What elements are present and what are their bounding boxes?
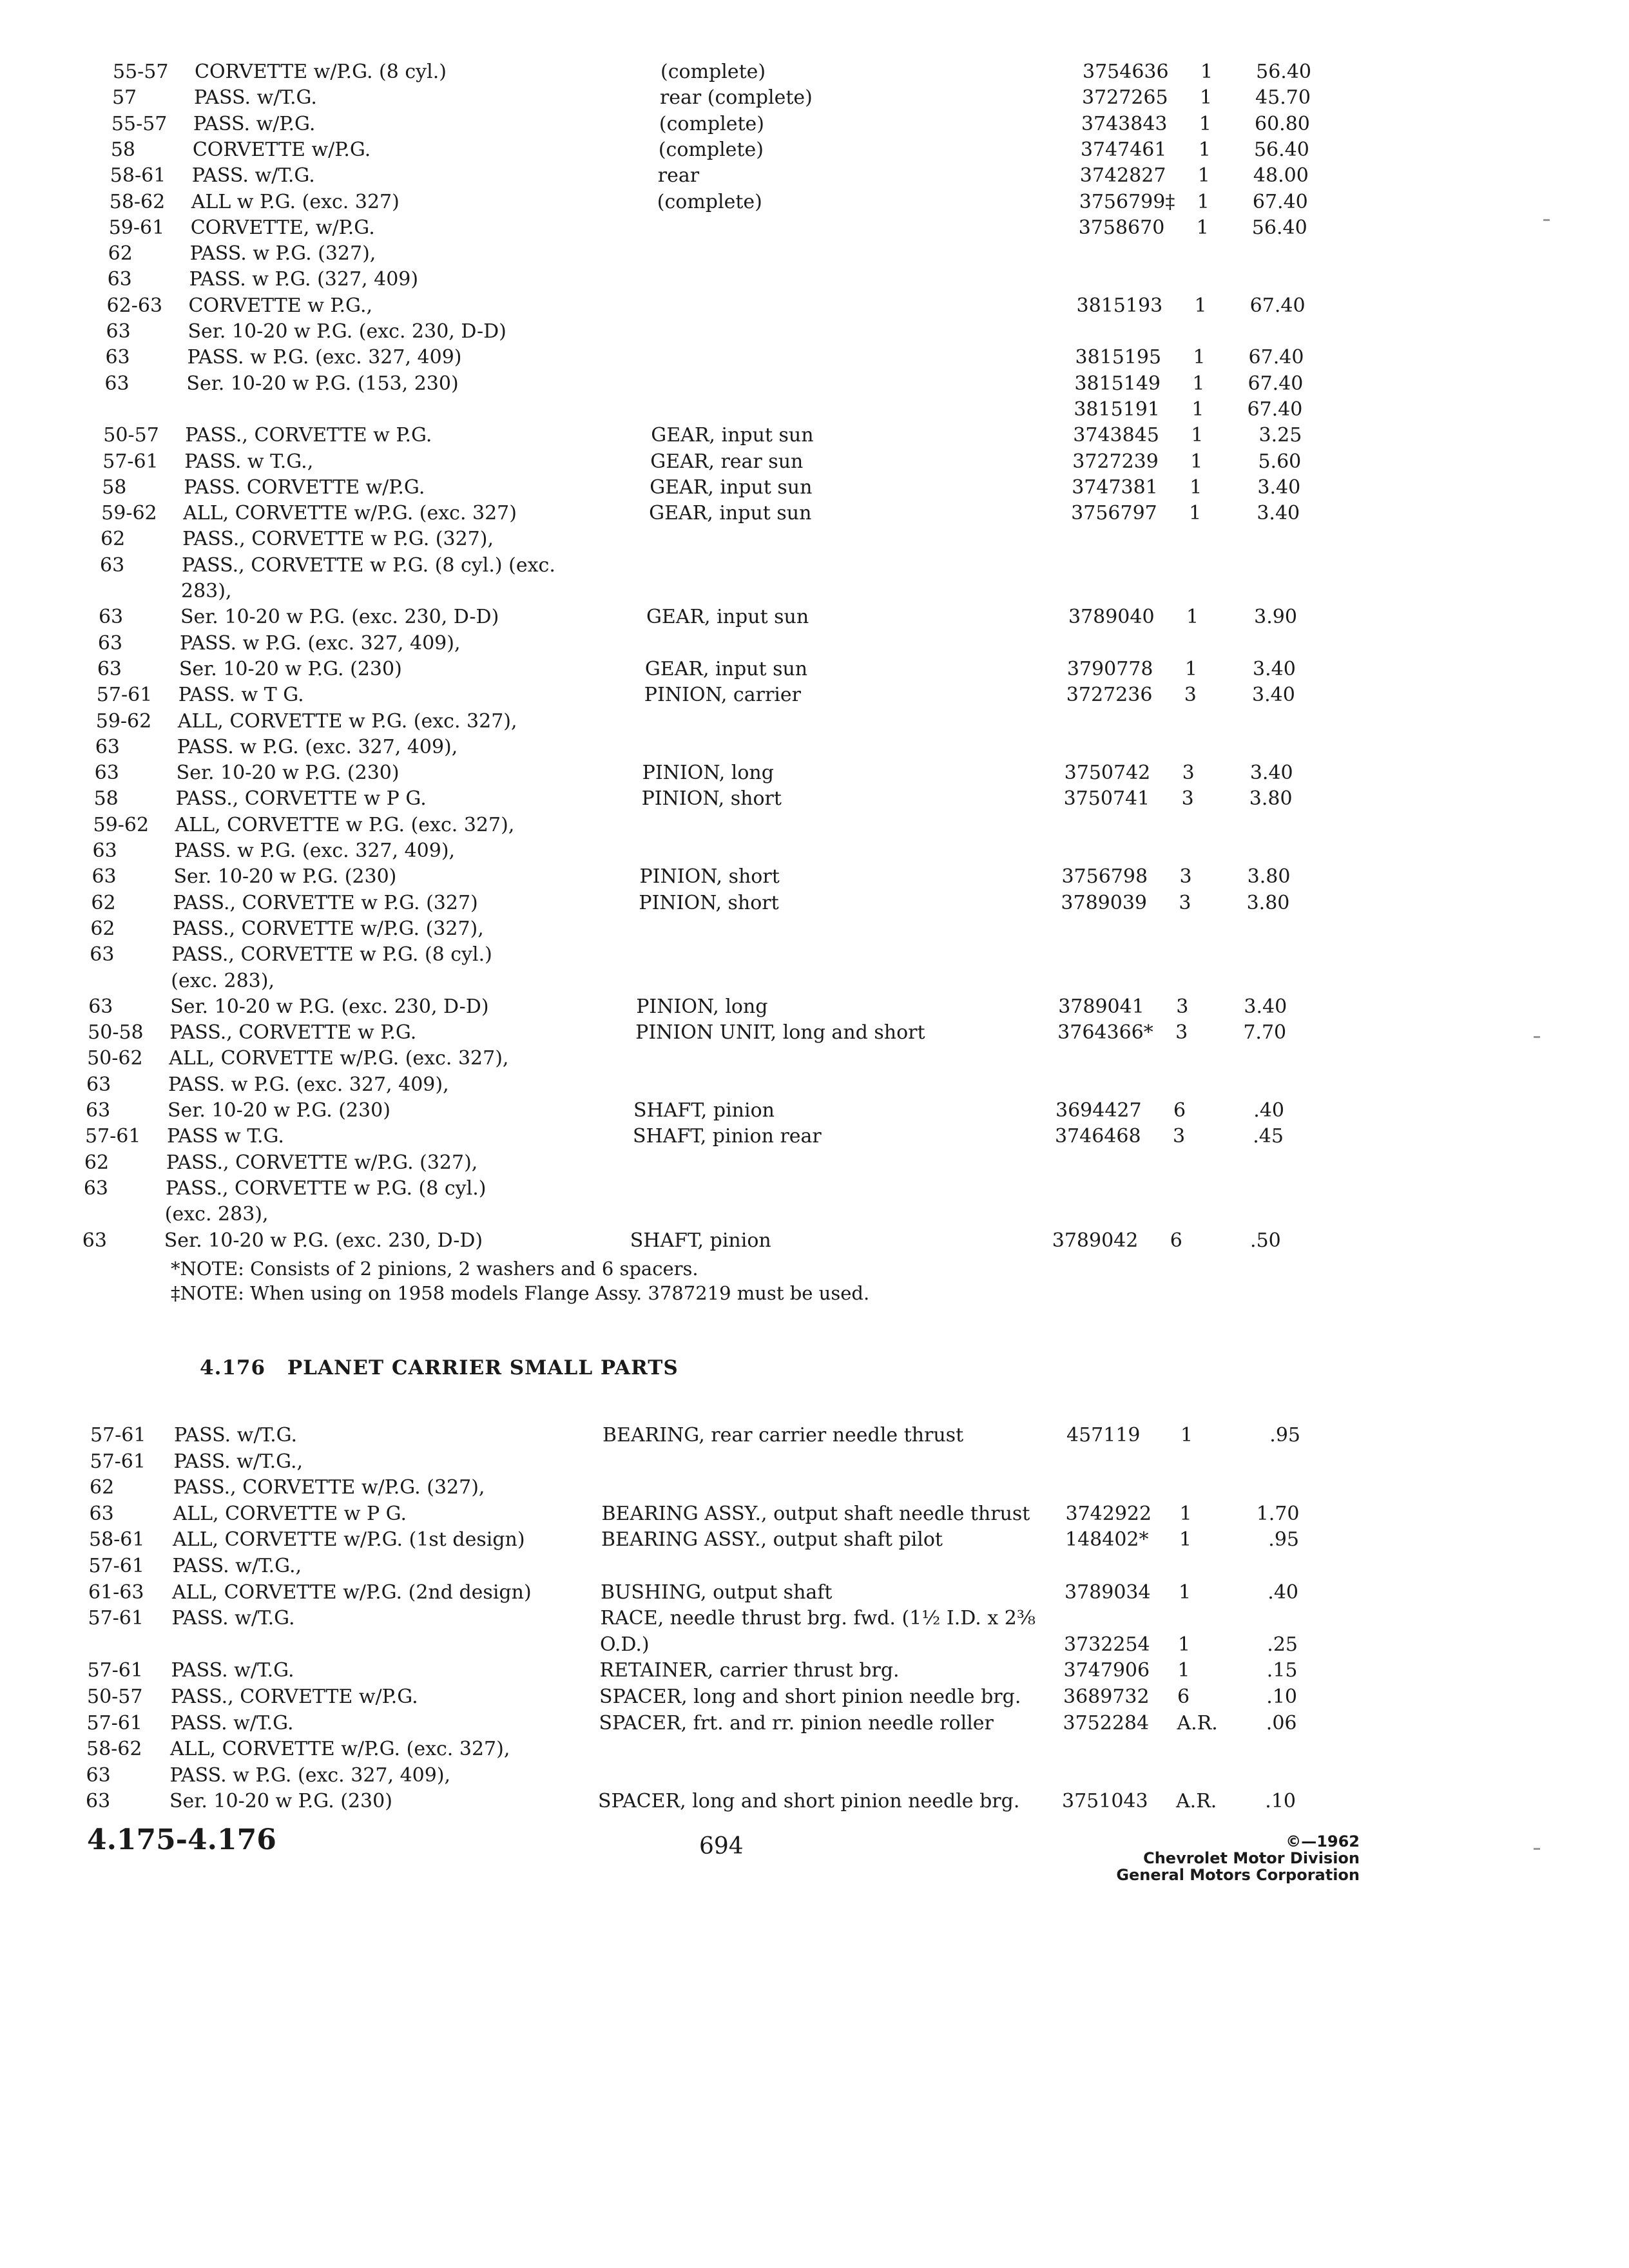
model-cell: PASS., CORVETTE w P.G. — [185, 424, 432, 447]
page-number: 694 — [699, 1833, 744, 1860]
model-cell: PASS. w/T.G. — [191, 164, 315, 187]
model-cell: PASS. w P.G. (exc. 327, 409), — [177, 735, 458, 758]
years-cell: 58 — [93, 787, 119, 811]
years-cell: 62 — [90, 917, 115, 940]
quantity-cell: 3 — [1176, 995, 1189, 1018]
part-number-cell: 3747461 — [1080, 138, 1167, 161]
quantity-cell: 1 — [1179, 1581, 1191, 1604]
part-number-cell: 3789042 — [1052, 1229, 1139, 1252]
price-cell: .50 — [1250, 1229, 1281, 1252]
price-cell: 56.40 — [1253, 138, 1309, 161]
description-cell: rear — [657, 164, 700, 187]
description-cell: PINION, long — [636, 995, 768, 1018]
price-cell: 3.90 — [1254, 606, 1297, 629]
part-number-cell: 3742827 — [1079, 164, 1166, 187]
note-asterisk: *NOTE: Consists of 2 pinions, 2 washers and 6 spacers. — [171, 1258, 699, 1280]
model-cell: PASS. w T G. — [178, 684, 304, 707]
model-cell: PASS., CORVETTE w/P.G. — [171, 1686, 418, 1708]
part-number-cell: 3789034 — [1065, 1581, 1151, 1604]
price-cell: 3.80 — [1247, 865, 1291, 889]
years-cell: 57-61 — [87, 1659, 143, 1682]
publisher-block — [1057, 1833, 1360, 1883]
part-number-cell: 3815195 — [1075, 346, 1162, 369]
part-number-cell: 3789040 — [1068, 606, 1155, 629]
description-cell: (complete) — [659, 112, 764, 135]
part-number-cell: 3743843 — [1081, 112, 1168, 135]
price-cell: 3.40 — [1253, 657, 1296, 680]
part-number-cell: 3751043 — [1062, 1790, 1148, 1813]
description-cell: BUSHING, output shaft — [601, 1581, 833, 1604]
model-cell: PASS., CORVETTE w P.G. — [169, 1021, 417, 1044]
description-cell: PINION, short — [641, 787, 782, 811]
model-cell: PASS. CORVETTE w/P.G. — [184, 476, 425, 499]
model-cell: 283), — [181, 580, 232, 602]
model-cell: PASS. w/P.G. — [193, 112, 316, 135]
years-cell: 63 — [89, 1502, 114, 1525]
note-double-dagger: ‡NOTE: When using on 1958 models Flange Assy. 3787219 must be used. — [171, 1282, 870, 1304]
part-number-cell: 3747381 — [1072, 476, 1158, 499]
model-cell: PASS. w/T.G. — [174, 1424, 298, 1446]
price-cell: .40 — [1253, 1099, 1284, 1122]
years-cell: 58-61 — [89, 1528, 145, 1552]
description-cell: PINION, short — [639, 865, 780, 889]
model-cell: PASS. w P.G. (exc. 327, 409), — [179, 631, 461, 655]
model-cell: Ser. 10-20 w P.G. (230) — [173, 865, 397, 889]
model-cell: ALL, CORVETTE w/P.G. (exc. 327), — [169, 1047, 509, 1070]
description-cell: rear (complete) — [659, 86, 813, 110]
years-cell: 63 — [94, 762, 119, 785]
model-cell: PASS. w P.G. (327), — [189, 242, 376, 265]
description-cell: SPACER, long and short pinion needle brg. — [598, 1790, 1020, 1813]
quantity-cell: A.R. — [1177, 1711, 1218, 1735]
price-cell: 3.40 — [1249, 762, 1293, 785]
description-cell: RACE, needle thrust brg. fwd. (1½ I.D. x 2⅜ — [600, 1607, 1036, 1630]
years-cell: 59-62 — [95, 709, 152, 733]
scan-mark — [1534, 1848, 1540, 1850]
publisher-line-1: Chevrolet Motor Division — [1143, 1849, 1360, 1867]
publisher-line-2: General Motors Corporation — [1116, 1866, 1360, 1884]
quantity-cell: 3 — [1179, 865, 1192, 889]
price-cell: .40 — [1268, 1581, 1298, 1604]
years-cell: 62 — [84, 1151, 110, 1174]
model-cell: Ser. 10-20 w P.G. (exc. 230, D-D) — [180, 606, 499, 629]
model-cell: CORVETTE w/P.G. (8 cyl.) — [195, 61, 447, 83]
model-cell: PASS., CORVETTE w P.G. (8 cyl.) — [171, 943, 492, 966]
years-cell: 50-57 — [87, 1686, 143, 1708]
model-cell: Ser. 10-20 w P.G. (230) — [168, 1099, 390, 1122]
model-cell: PASS. w P.G. (327, 409) — [189, 268, 419, 291]
years-cell: 57-61 — [88, 1607, 144, 1630]
years-cell: 57-61 — [90, 1450, 146, 1473]
model-cell: PASS. w T.G., — [184, 450, 314, 473]
model-cell: Ser. 10-20 w P.G. (exc. 230, D-D) — [170, 995, 489, 1018]
model-cell: PASS. w/T.G., — [172, 1555, 302, 1577]
model-cell: (exc. 283), — [164, 1203, 269, 1226]
years-cell: 58-61 — [110, 164, 166, 187]
quantity-cell: 1 — [1197, 190, 1210, 213]
price-cell: 56.40 — [1251, 216, 1307, 239]
quantity-cell: 1 — [1197, 164, 1210, 187]
model-cell: PASS., CORVETTE w P.G. (8 cyl.) (exc. — [182, 553, 555, 577]
description-cell: (complete) — [660, 61, 766, 83]
part-number-cell: 3764366* — [1057, 1021, 1153, 1044]
quantity-cell: 1 — [1200, 61, 1213, 83]
description-cell: PINION, short — [639, 891, 779, 914]
years-cell: 63 — [107, 268, 132, 291]
years-cell: 57-61 — [90, 1424, 146, 1446]
price-cell: 48.00 — [1253, 164, 1309, 187]
years-cell: 63 — [100, 553, 125, 577]
price-cell: 7.70 — [1243, 1021, 1287, 1044]
years-cell: 63 — [88, 995, 113, 1018]
price-cell: 67.40 — [1252, 190, 1308, 213]
description-cell: SPACER, long and short pinion needle brg. — [599, 1686, 1021, 1708]
years-cell: 62 — [91, 891, 116, 914]
part-number-cell: 3756797 — [1071, 502, 1157, 525]
price-cell: .06 — [1266, 1711, 1297, 1735]
years-cell: 63 — [86, 1790, 111, 1813]
price-cell: .95 — [1268, 1528, 1299, 1552]
part-number-cell: 3727236 — [1066, 684, 1153, 707]
description-cell: GEAR, input sun — [649, 502, 812, 525]
scan-mark — [1543, 219, 1550, 221]
years-cell: 63 — [90, 943, 115, 966]
years-cell: 50-58 — [88, 1021, 144, 1044]
model-cell: PASS. w/T.G. — [171, 1659, 294, 1682]
model-cell: PASS. w/T.G., — [173, 1450, 304, 1473]
model-cell: PASS. w/T.G. — [193, 86, 317, 110]
section-range: 4.175-4.176 — [87, 1823, 276, 1856]
model-cell: ALL w P.G. (exc. 327) — [191, 190, 400, 213]
price-cell: 3.80 — [1249, 787, 1293, 811]
part-number-cell: 3756798 — [1061, 865, 1148, 889]
model-cell: PASS. w/T.G. — [171, 1607, 295, 1630]
part-number-cell: 3789039 — [1061, 891, 1147, 914]
years-cell: 63 — [98, 606, 124, 629]
quantity-cell: 1 — [1184, 657, 1197, 680]
quantity-cell: 1 — [1190, 476, 1202, 499]
quantity-cell: 6 — [1177, 1686, 1190, 1708]
scan-mark — [1534, 1036, 1540, 1038]
section-title: PLANET CARRIER SMALL PARTS — [287, 1356, 679, 1379]
quantity-cell: 1 — [1177, 1659, 1190, 1682]
quantity-cell: 3 — [1172, 1125, 1186, 1148]
part-number-cell: 3743845 — [1073, 424, 1159, 447]
years-cell: 63 — [86, 1099, 111, 1122]
quantity-cell: 1 — [1196, 216, 1209, 239]
price-cell: .15 — [1266, 1659, 1298, 1682]
description-cell: GEAR, input sun — [644, 657, 808, 680]
description-cell: GEAR, rear sun — [650, 450, 804, 473]
description-cell: PINION UNIT, long and short — [635, 1021, 925, 1044]
part-number-cell: 3727239 — [1072, 450, 1159, 473]
part-number-cell: 3750742 — [1064, 762, 1151, 785]
part-number-cell: 3727265 — [1081, 86, 1168, 110]
model-cell: PASS., CORVETTE w P.G. (327) — [173, 891, 478, 914]
model-cell: PASS., CORVETTE w/P.G. (327), — [166, 1151, 478, 1174]
quantity-cell: 1 — [1199, 86, 1213, 110]
price-cell: 3.80 — [1246, 891, 1290, 914]
years-cell: 59-61 — [108, 216, 165, 239]
model-cell: PASS. w P.G. (exc. 327, 409) — [187, 346, 462, 369]
quantity-cell: 1 — [1189, 502, 1202, 525]
quantity-cell: 1 — [1191, 398, 1204, 421]
quantity-cell: 1 — [1198, 138, 1211, 161]
years-cell: 58 — [110, 138, 136, 161]
description-cell: SHAFT, pinion — [633, 1099, 775, 1122]
part-number-cell: 3750741 — [1063, 787, 1150, 811]
model-cell: PASS., CORVETTE w P.G. (327), — [182, 528, 494, 551]
quantity-cell: 1 — [1191, 424, 1204, 447]
model-cell: ALL, CORVETTE w/P.G. (exc. 327), — [170, 1738, 510, 1761]
description-cell: SHAFT, pinion — [630, 1229, 771, 1252]
model-cell: Ser. 10-20 w P.G. (230) — [178, 657, 402, 680]
price-cell: .25 — [1267, 1633, 1298, 1656]
model-cell: ALL, CORVETTE w P G. — [173, 1502, 407, 1525]
model-cell: PASS. w P.G. (exc. 327, 409), — [168, 1073, 449, 1096]
part-number-cell: 3752284 — [1063, 1711, 1150, 1735]
model-cell: CORVETTE w/P.G. — [192, 138, 371, 161]
table-row — [0, 1789, 1629, 1820]
part-number-cell: 457119 — [1066, 1424, 1141, 1446]
price-cell: 1.70 — [1256, 1502, 1300, 1525]
years-cell: 63 — [92, 865, 117, 889]
model-cell: ALL, CORVETTE w P.G. (exc. 327), — [175, 813, 515, 836]
part-number-cell: 3754636 — [1083, 61, 1169, 83]
model-cell: CORVETTE, w/P.G. — [190, 216, 375, 239]
years-cell: 59-62 — [101, 502, 157, 525]
price-cell: .10 — [1266, 1686, 1297, 1708]
years-cell: 63 — [82, 1229, 107, 1252]
description-cell: PINION, long — [642, 762, 774, 785]
description-cell: SHAFT, pinion rear — [632, 1125, 822, 1148]
quantity-cell: 1 — [1181, 1424, 1193, 1446]
years-cell: 63 — [104, 372, 130, 395]
description-cell: (complete) — [658, 138, 764, 161]
years-cell: 63 — [83, 1177, 109, 1200]
description-cell: GEAR, input sun — [651, 424, 814, 447]
part-number-cell: 3790778 — [1066, 657, 1153, 680]
part-number-cell: 3756799‡ — [1079, 190, 1175, 213]
model-cell: PASS. w P.G. (exc. 327, 409), — [169, 1763, 451, 1787]
description-cell: BEARING ASSY., output shaft pilot — [601, 1528, 943, 1552]
description-cell: PINION, carrier — [644, 684, 801, 707]
years-cell: 62 — [90, 1476, 115, 1499]
quantity-cell: 3 — [1182, 762, 1195, 785]
part-number-cell: 3789041 — [1058, 995, 1144, 1018]
description-cell: BEARING, rear carrier needle thrust — [602, 1424, 964, 1446]
years-cell: 55-57 — [113, 61, 169, 83]
model-cell: PASS., CORVETTE w P.G. (8 cyl.) — [165, 1177, 487, 1200]
years-cell: 57-61 — [84, 1125, 141, 1148]
model-cell: Ser. 10-20 w P.G. (exc. 230, D-D) — [164, 1229, 483, 1252]
years-cell: 57-61 — [96, 684, 153, 707]
quantity-cell: 1 — [1190, 450, 1203, 473]
quantity-cell: 1 — [1194, 294, 1207, 317]
part-number-cell: 3689732 — [1063, 1686, 1150, 1708]
quantity-cell: 1 — [1186, 606, 1199, 629]
model-cell: Ser. 10-20 w P.G. (230) — [169, 1790, 392, 1813]
quantity-cell: 1 — [1193, 346, 1206, 369]
quantity-cell: 1 — [1179, 1528, 1192, 1552]
years-cell: 61-63 — [88, 1581, 144, 1604]
part-number-cell: 3742922 — [1065, 1502, 1152, 1525]
years-cell: 57-61 — [86, 1711, 142, 1735]
price-cell: 5.60 — [1258, 450, 1302, 473]
part-number-cell: 3758670 — [1078, 216, 1165, 239]
model-cell: (exc. 283), — [171, 969, 275, 992]
years-cell: 58-62 — [109, 190, 166, 213]
years-cell: 63 — [92, 840, 117, 862]
quantity-cell: 1 — [1179, 1502, 1192, 1525]
description-cell: BEARING ASSY., output shaft needle thrust — [601, 1502, 1030, 1525]
years-cell: 57-61 — [102, 450, 159, 473]
price-cell: 3.25 — [1258, 424, 1302, 447]
years-cell: 55-57 — [111, 112, 168, 135]
quantity-cell: 1 — [1178, 1633, 1191, 1656]
years-cell: 63 — [86, 1763, 111, 1787]
price-cell: 3.40 — [1244, 995, 1287, 1018]
quantity-cell: 3 — [1181, 787, 1194, 811]
price-cell: 3.40 — [1257, 502, 1300, 525]
price-cell: .95 — [1269, 1424, 1300, 1446]
model-cell: Ser. 10-20 w P.G. (230) — [176, 762, 400, 785]
model-cell: CORVETTE w P.G., — [188, 294, 373, 317]
model-cell: PASS. w P.G. (exc. 327, 409), — [174, 840, 456, 862]
part-number-cell: 148402* — [1065, 1528, 1149, 1552]
description-cell: O.D.) — [600, 1633, 650, 1656]
model-cell: ALL, CORVETTE w/P.G. (2nd design) — [172, 1581, 532, 1604]
years-cell: 50-57 — [103, 424, 159, 447]
model-cell: ALL, CORVETTE w/P.G. (1st design) — [173, 1528, 525, 1552]
price-cell: 67.40 — [1247, 398, 1303, 421]
price-cell: .10 — [1265, 1790, 1296, 1813]
years-cell: 50-62 — [87, 1047, 143, 1070]
model-cell: PASS., CORVETTE w/P.G. (327), — [172, 917, 484, 940]
quantity-cell: 1 — [1192, 372, 1205, 395]
years-cell: 62-63 — [106, 294, 163, 317]
price-cell: 67.40 — [1248, 346, 1304, 369]
description-cell: RETAINER, carrier thrust brg. — [599, 1659, 900, 1682]
quantity-cell: A.R. — [1176, 1790, 1217, 1813]
description-cell: SPACER, frt. and rr. pinion needle roller — [599, 1711, 994, 1735]
years-cell: 63 — [106, 320, 131, 343]
section-number: 4.176 — [200, 1356, 266, 1379]
copyright: ©—1962 — [1286, 1832, 1360, 1850]
description-cell: (complete) — [657, 190, 762, 213]
part-number-cell: 3815193 — [1076, 294, 1163, 317]
model-cell: ALL, CORVETTE w/P.G. (exc. 327) — [183, 502, 517, 525]
price-cell: 45.70 — [1255, 86, 1311, 110]
years-cell: 59-62 — [93, 813, 149, 836]
years-cell: 57 — [111, 86, 137, 110]
description-cell: GEAR, input sun — [650, 476, 813, 499]
years-cell: 63 — [105, 346, 130, 369]
quantity-cell: 3 — [1179, 891, 1191, 914]
price-cell: 67.40 — [1248, 372, 1304, 395]
years-cell: 63 — [95, 735, 120, 758]
model-cell: PASS. w/T.G. — [170, 1711, 294, 1735]
quantity-cell: 6 — [1170, 1229, 1182, 1252]
years-cell: 58-62 — [86, 1738, 142, 1761]
price-cell: .45 — [1253, 1125, 1284, 1148]
model-cell: PASS., CORVETTE w/P.G. (327), — [173, 1476, 485, 1499]
part-number-cell: 3732254 — [1064, 1633, 1150, 1656]
price-cell: 67.40 — [1249, 294, 1306, 317]
price-cell: 60.80 — [1255, 112, 1310, 135]
quantity-cell: 1 — [1199, 112, 1211, 135]
part-number-cell: 3746468 — [1054, 1125, 1141, 1148]
quantity-cell: 6 — [1173, 1099, 1186, 1122]
model-cell: Ser. 10-20 w P.G. (exc. 230, D-D) — [188, 320, 506, 343]
years-cell: 57-61 — [88, 1555, 144, 1577]
part-number-cell: 3815149 — [1074, 372, 1161, 395]
model-cell: ALL, CORVETTE w P.G. (exc. 327), — [177, 709, 517, 733]
model-cell: Ser. 10-20 w P.G. (153, 230) — [186, 372, 459, 395]
description-cell: GEAR, input sun — [646, 606, 809, 629]
part-number-cell: 3747906 — [1063, 1659, 1150, 1682]
years-cell: 62 — [101, 528, 126, 551]
part-number-cell: 3815191 — [1074, 398, 1160, 421]
years-cell: 58 — [102, 476, 127, 499]
price-cell: 3.40 — [1252, 684, 1295, 707]
years-cell: 63 — [97, 631, 123, 655]
part-number-cell: 3694427 — [1055, 1099, 1142, 1122]
years-cell: 62 — [108, 242, 133, 265]
price-cell: 56.40 — [1256, 61, 1311, 83]
years-cell: 63 — [86, 1073, 111, 1096]
model-cell: PASS., CORVETTE w P G. — [175, 787, 427, 811]
price-cell: 3.40 — [1257, 476, 1301, 499]
years-cell: 63 — [97, 657, 122, 680]
quantity-cell: 3 — [1184, 684, 1197, 707]
quantity-cell: 3 — [1175, 1021, 1188, 1044]
model-cell: PASS w T.G. — [166, 1125, 284, 1148]
